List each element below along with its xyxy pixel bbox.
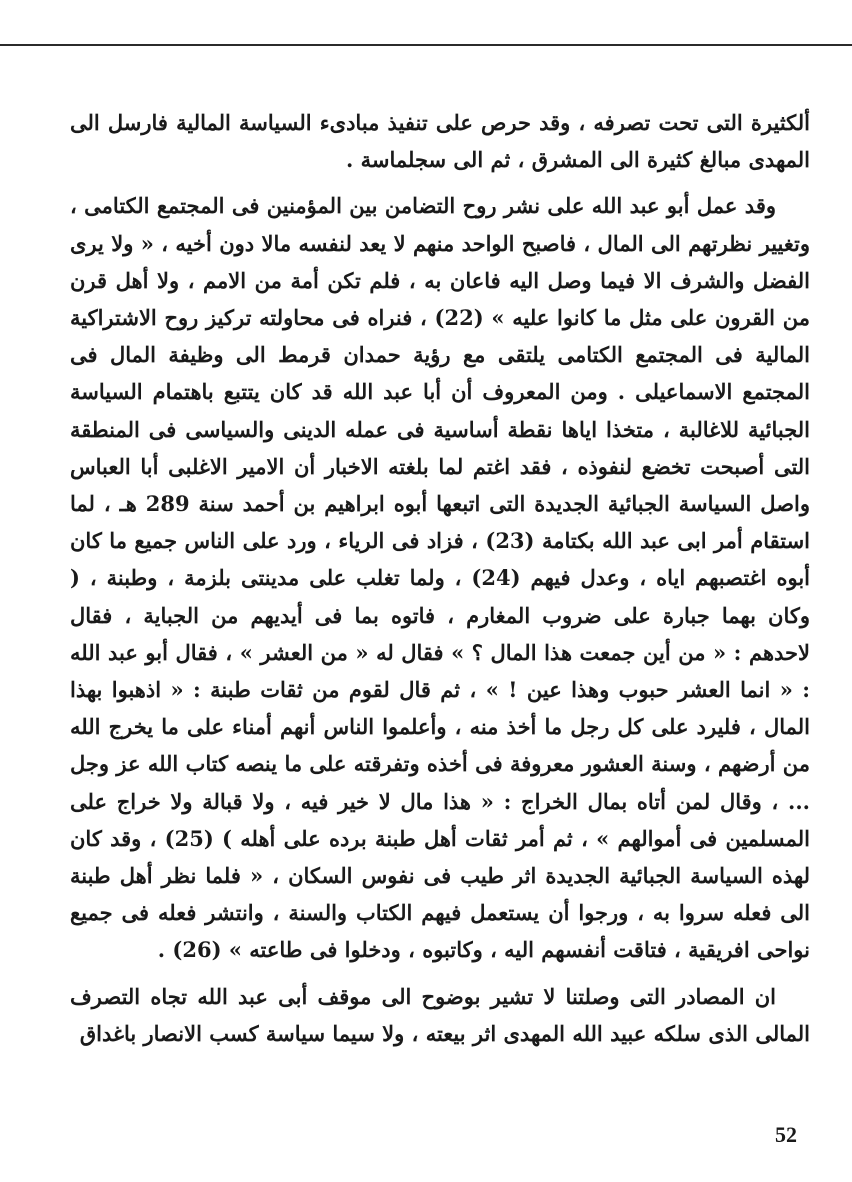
text-line: للاغالبة ، متخذا اياها نقطة أساسية فى عمله الدينى والسياسى فى المنطقة التى	[70, 416, 811, 479]
text-line: ان المصادر التى وصلتنا لا تشير بوضوح الى موقف أبى عبد الله تجاه التصرف	[70, 983, 776, 1009]
text-line: وهذا عين ! » ، ثم قال لقوم من ثقات طبنة : « اذهبوا بهذا المال ، فليرد على كل رجل	[70, 677, 810, 740]
paragraph-gap	[70, 178, 810, 187]
paragraph-1	[70, 104, 810, 178]
text-line: أصبحت تخضع لنفوذه ، فقد اغتم لما بلغته الاخبار أن الامير الاغلبى أبا العباس واصل	[70, 453, 811, 517]
text-line: ما أخذ منه ، وأعلموا الناس أنهم أمناء على ما يخرج الله من أرضهم ، وسنة العشور	[70, 714, 811, 777]
text-line: السياسة الجبائية الجديدة التى اتبعها أبوه ابراهيم بن أحمد سنة 289 هـ ، لما استقام	[70, 491, 810, 554]
text-line: معروفة فى أخذه وتفرقته على ما ينصه كتاب الله عز وجل ... ، وقال لمن أتاه بمال	[70, 751, 810, 814]
text-line: الخراج : « هذا مال لا خير فيه ، ولا قبالة ولا خراج على المسلمين فى أموالهم » ، ثم أمر	[70, 788, 810, 851]
text-line: جمعت هذا المال ؟ » فقال له « من العشر » ، فقال أبو عبد الله : « انما العشر حبوب	[70, 639, 810, 703]
text-line: جبارة على ضروب المغارم ، فاتوه بما فى أيديهم من الجباية ، فقال لاحدهم : « من أين	[70, 602, 811, 665]
paragraph-2	[70, 187, 810, 968]
text-line: اغتصبهم اياه ، وعدل فيهم (24) ، ولما تغلب على مدينتى بلزمة ، وطبنة ، ( وكان بهما	[70, 565, 810, 628]
header-rule	[0, 44, 852, 46]
text-line: وقد عمل أبو عبد الله على نشر روح التضامن بين المؤمنين فى المجتمع الكتامى ،	[70, 193, 776, 219]
page-body	[70, 104, 810, 1052]
text-line: ثقات أهل طبنة برده على أهله ) (25) ، وقد كان لهذه السياسة الجبائية الجديدة اثر	[70, 825, 810, 889]
page-number: 52	[775, 1122, 797, 1147]
text-line: المهدى مبالغ كثيرة الى المشرق ، ثم الى سجلماسة .	[346, 147, 810, 173]
text-line: وتغيير نظرتهم الى المال ، فاصبح الواحد منهم لا يعد لنفسه مالا دون أخيه ، « ولا يرى	[70, 230, 810, 256]
text-line: طيب فى نفوس السكان ، « فلما نظر أهل طبنة الى فعله سروا به ، ورجوا أن يستعمل	[70, 863, 811, 926]
text-line: الفضل والشرف الا فيما وصل اليه فاعان به ، فلم تكن أمة من الامم ، ولا أهل قرن	[70, 267, 810, 293]
paragraph-3	[70, 978, 810, 1052]
text-line: الاسماعيلى . ومن المعروف أن أبا عبد الله قد كان يتتبع باهتمام السياسة الجبائية	[70, 379, 810, 442]
text-line: وكاتبوه ، ودخلوا فى طاعته » (26) .	[157, 937, 483, 963]
text-line: ألكثيرة التى تحت تصرفه ، وقد حرص على تنفيذ مبادىء السياسة المالية فارسل الى	[70, 110, 810, 135]
text-line: من القرون على مثل ما كانوا عليه » (22) ، فنراه فى محاولته تركيز روح الاشتراكية	[70, 305, 810, 331]
text-line: فيهم الكتاب والسنة ، وانتشر فعله فى جميع نواحى افريقية ، فتاقت أنفسهم اليه ،	[70, 900, 810, 963]
text-line: المالى الذى سلكه عبيد الله المهدى اثر بيعته ، ولا سيما سياسة كسب الانصار باغداق	[79, 1020, 810, 1046]
text-line: أمر ابى عبد الله بكتامة (23) ، فزاد فى الرياء ، ورد على الناس جميع ما كان أبوه	[70, 528, 811, 591]
text-line: المالية فى المجتمع الكتامى يلتقى مع رؤية حمدان قرمط الى وظيفة المال فى المجتمع	[70, 342, 810, 405]
paragraph-gap	[70, 969, 810, 978]
